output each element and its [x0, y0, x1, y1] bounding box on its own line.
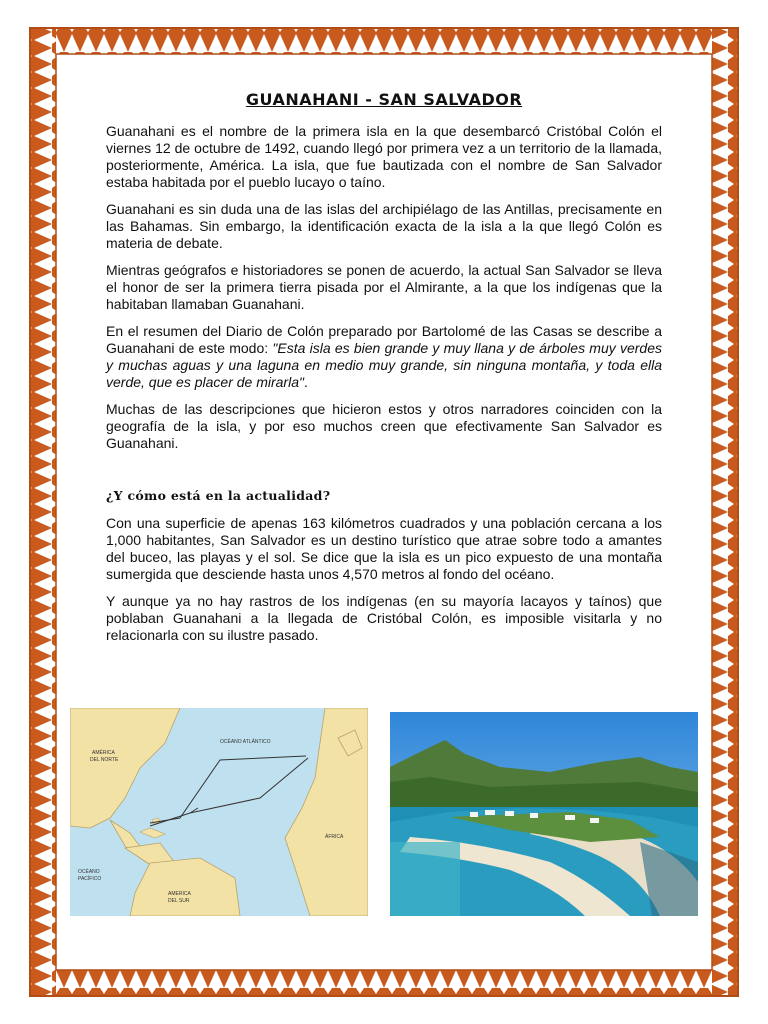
paragraph-quote — [106, 323, 662, 391]
quote-intro: En el resumen del Diario de Colón preparado por Bartolomé de las Casas se describe a Guanahani de este modo: — [106, 323, 662, 356]
svg-text:DEL SUR: DEL SUR — [168, 898, 190, 904]
paragraph-1: Guanahani es el nombre de la primera isla en la que desembarcó Cristóbal Colón el viernes 12 de octubre de 1492, cuando llegó por primera vez a un territorio de la llamada, posteriormente, América. La isla, que fue bautizada con el nombre de San Salvador estaba habitada por el pueblo lucayo o taíno. — [106, 123, 662, 190]
section-paragraph-2: Y aunque ya no hay rastros de los indígenas (en su mayoría lacayos y taínos) que poblaban Guanahani a la llegada de Cristóbal Colón, es imposible visitarla y no relacionarla con su ilustre pasado. — [106, 593, 662, 643]
document-body — [106, 90, 662, 654]
svg-text:ÁFRICA: ÁFRICA — [325, 834, 344, 840]
quote-text: "Esta isla es bien grande y muy llana y de árboles muy verdes y muchas aguas y una laguna en medio muy grande, sin ninguna montaña, y toda ella verde, que es placer de mirarla" — [106, 340, 663, 390]
paragraph-2: Guanahani es sin duda una de las islas del archipiélago de las Antillas, precisamente en las Bahamas. Sin embargo, la identificación exacta de la isla a la que llegó Colón es materia de debate. — [106, 201, 662, 251]
paragraph-5: Muchas de las descripciones que hicieron estos y otros narradores coinciden con la geografía de la isla, y por eso muchos creen que efectivamente San Salvador es Guanahani. — [106, 401, 662, 451]
voyage-map-image — [70, 708, 368, 916]
section-heading: ¿Y cómo está en la actualidad? — [106, 488, 331, 503]
beach-resort-photo — [390, 712, 698, 916]
svg-text:AMÉRICA: AMÉRICA — [92, 750, 115, 756]
svg-text:AMERICA: AMERICA — [168, 891, 191, 897]
svg-text:DEL NORTE: DEL NORTE — [90, 757, 119, 763]
paragraph-3: Mientras geógrafos e historiadores se ponen de acuerdo, la actual San Salvador se lleva el honor de ser la primera tierra pisada por el Almirante, a la que los indígenas que la habitaban llamaban Guanahani. — [106, 262, 662, 312]
svg-text:OCÉANO ATLÁNTICO: OCÉANO ATLÁNTICO — [220, 739, 271, 745]
quote-end: . — [303, 374, 308, 390]
section-paragraph-1: Con una superficie de apenas 163 kilómetros cuadrados y una población cercana a los 1,000 habitantes, San Salvador es un destino turístico que atrae sobre todo a amantes del buceo, las playas y el sol. Se dice que la isla es un pico expuesto de una montaña sumergida que desciende hasta unos 4,570 metros al fondo del océano. — [106, 515, 662, 582]
page-title: GUANAHANI - SAN SALVADOR — [245, 90, 523, 109]
svg-text:OCÉANO: OCÉANO — [78, 869, 100, 875]
svg-text:PACÍFICO: PACÍFICO — [78, 876, 102, 882]
